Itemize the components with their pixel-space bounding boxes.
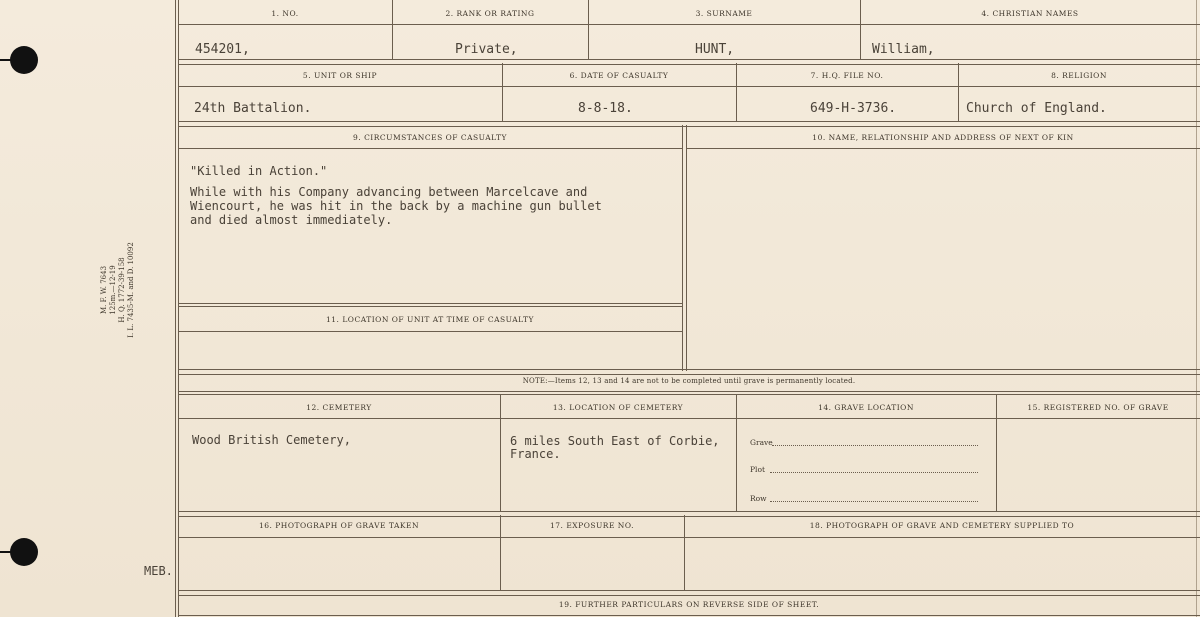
circumstances-label: 9. CIRCUMSTANCES OF CASUALTY [353, 133, 507, 142]
grave-field-label: Grave [750, 438, 773, 447]
christian-names-value: William, [872, 42, 935, 57]
no-label: 1. NO. [271, 9, 299, 18]
circumstances-line-4: and died almost immediately. [190, 213, 393, 227]
photo-taken-label: 16. PHOTOGRAPH OF GRAVE TAKEN [258, 521, 420, 530]
hq-file-label: 7. H.Q. FILE NO. [810, 71, 884, 80]
surname-value: HUNT, [695, 42, 735, 57]
unit-location-label: 11. LOCATION OF UNIT AT TIME OF CASUALTY [326, 315, 534, 324]
religion-label: 8. RELIGION [1051, 71, 1107, 80]
rank-label: 2. RANK OR RATING [445, 9, 535, 18]
clerk-initials: MEB. [144, 564, 173, 578]
grave-location-label: 14. GRAVE LOCATION [818, 403, 914, 412]
plot-field-label: Plot [750, 465, 765, 474]
punch-hole-top [10, 46, 38, 74]
exposure-label: 17. EXPOSURE NO. [550, 521, 634, 530]
unit-label: 5. UNIT OR SHIP [302, 71, 378, 80]
row-field-label: Row [750, 494, 767, 503]
unit-value: 24th Battalion. [194, 101, 312, 116]
punch-hole-bottom [10, 538, 38, 566]
next-of-kin-label: 10. NAME, RELATIONSHIP AND ADDRESS OF NEXT OF KIN [812, 133, 1074, 142]
date-label: 6. DATE OF CASUALTY [569, 71, 669, 80]
cemetery-location-line-1: 6 miles South East of Corbie, [510, 434, 720, 448]
cemetery-location-label: 13. LOCATION OF CEMETERY [552, 403, 684, 412]
registered-no-label: 15. REGISTERED NO. OF GRAVE [1027, 403, 1169, 412]
photo-supplied-label: 18. PHOTOGRAPH OF GRAVE AND CEMETERY SUPPLIED TO [809, 521, 1075, 530]
form-code: M. F. W. 7643 125m.—12-19 H. Q. 1772-39-158 I. L. 7435-M. and D. 10092 [100, 242, 135, 338]
religion-value: Church of England. [966, 101, 1107, 116]
hq-file-value: 649-H-3736. [810, 101, 897, 116]
cemetery-location-line-2: France. [510, 447, 561, 461]
date-value: 8-8-18. [578, 101, 633, 116]
rank-value: Private, [455, 42, 518, 57]
further-particulars-label: 19. FURTHER PARTICULARS ON REVERSE SIDE OF SHEET. [558, 600, 820, 609]
circumstances-line-3: Wiencourt, he was hit in the back by a machine gun bullet [190, 199, 602, 213]
note-text: NOTE:—Items 12, 13 and 14 are not to be completed until grave is permanently located. [522, 377, 856, 385]
circumstances-line-1: "Killed in Action." [190, 164, 328, 178]
christian-names-label: 4. CHRISTIAN NAMES [981, 9, 1079, 18]
cemetery-label: 12. CEMETERY [306, 403, 372, 412]
service-number: 454201, [195, 42, 250, 57]
cemetery-value: Wood British Cemetery, [192, 433, 351, 447]
circumstances-line-2: While with his Company advancing between Marcelcave and [190, 185, 588, 199]
surname-label: 3. SURNAME [695, 9, 753, 18]
